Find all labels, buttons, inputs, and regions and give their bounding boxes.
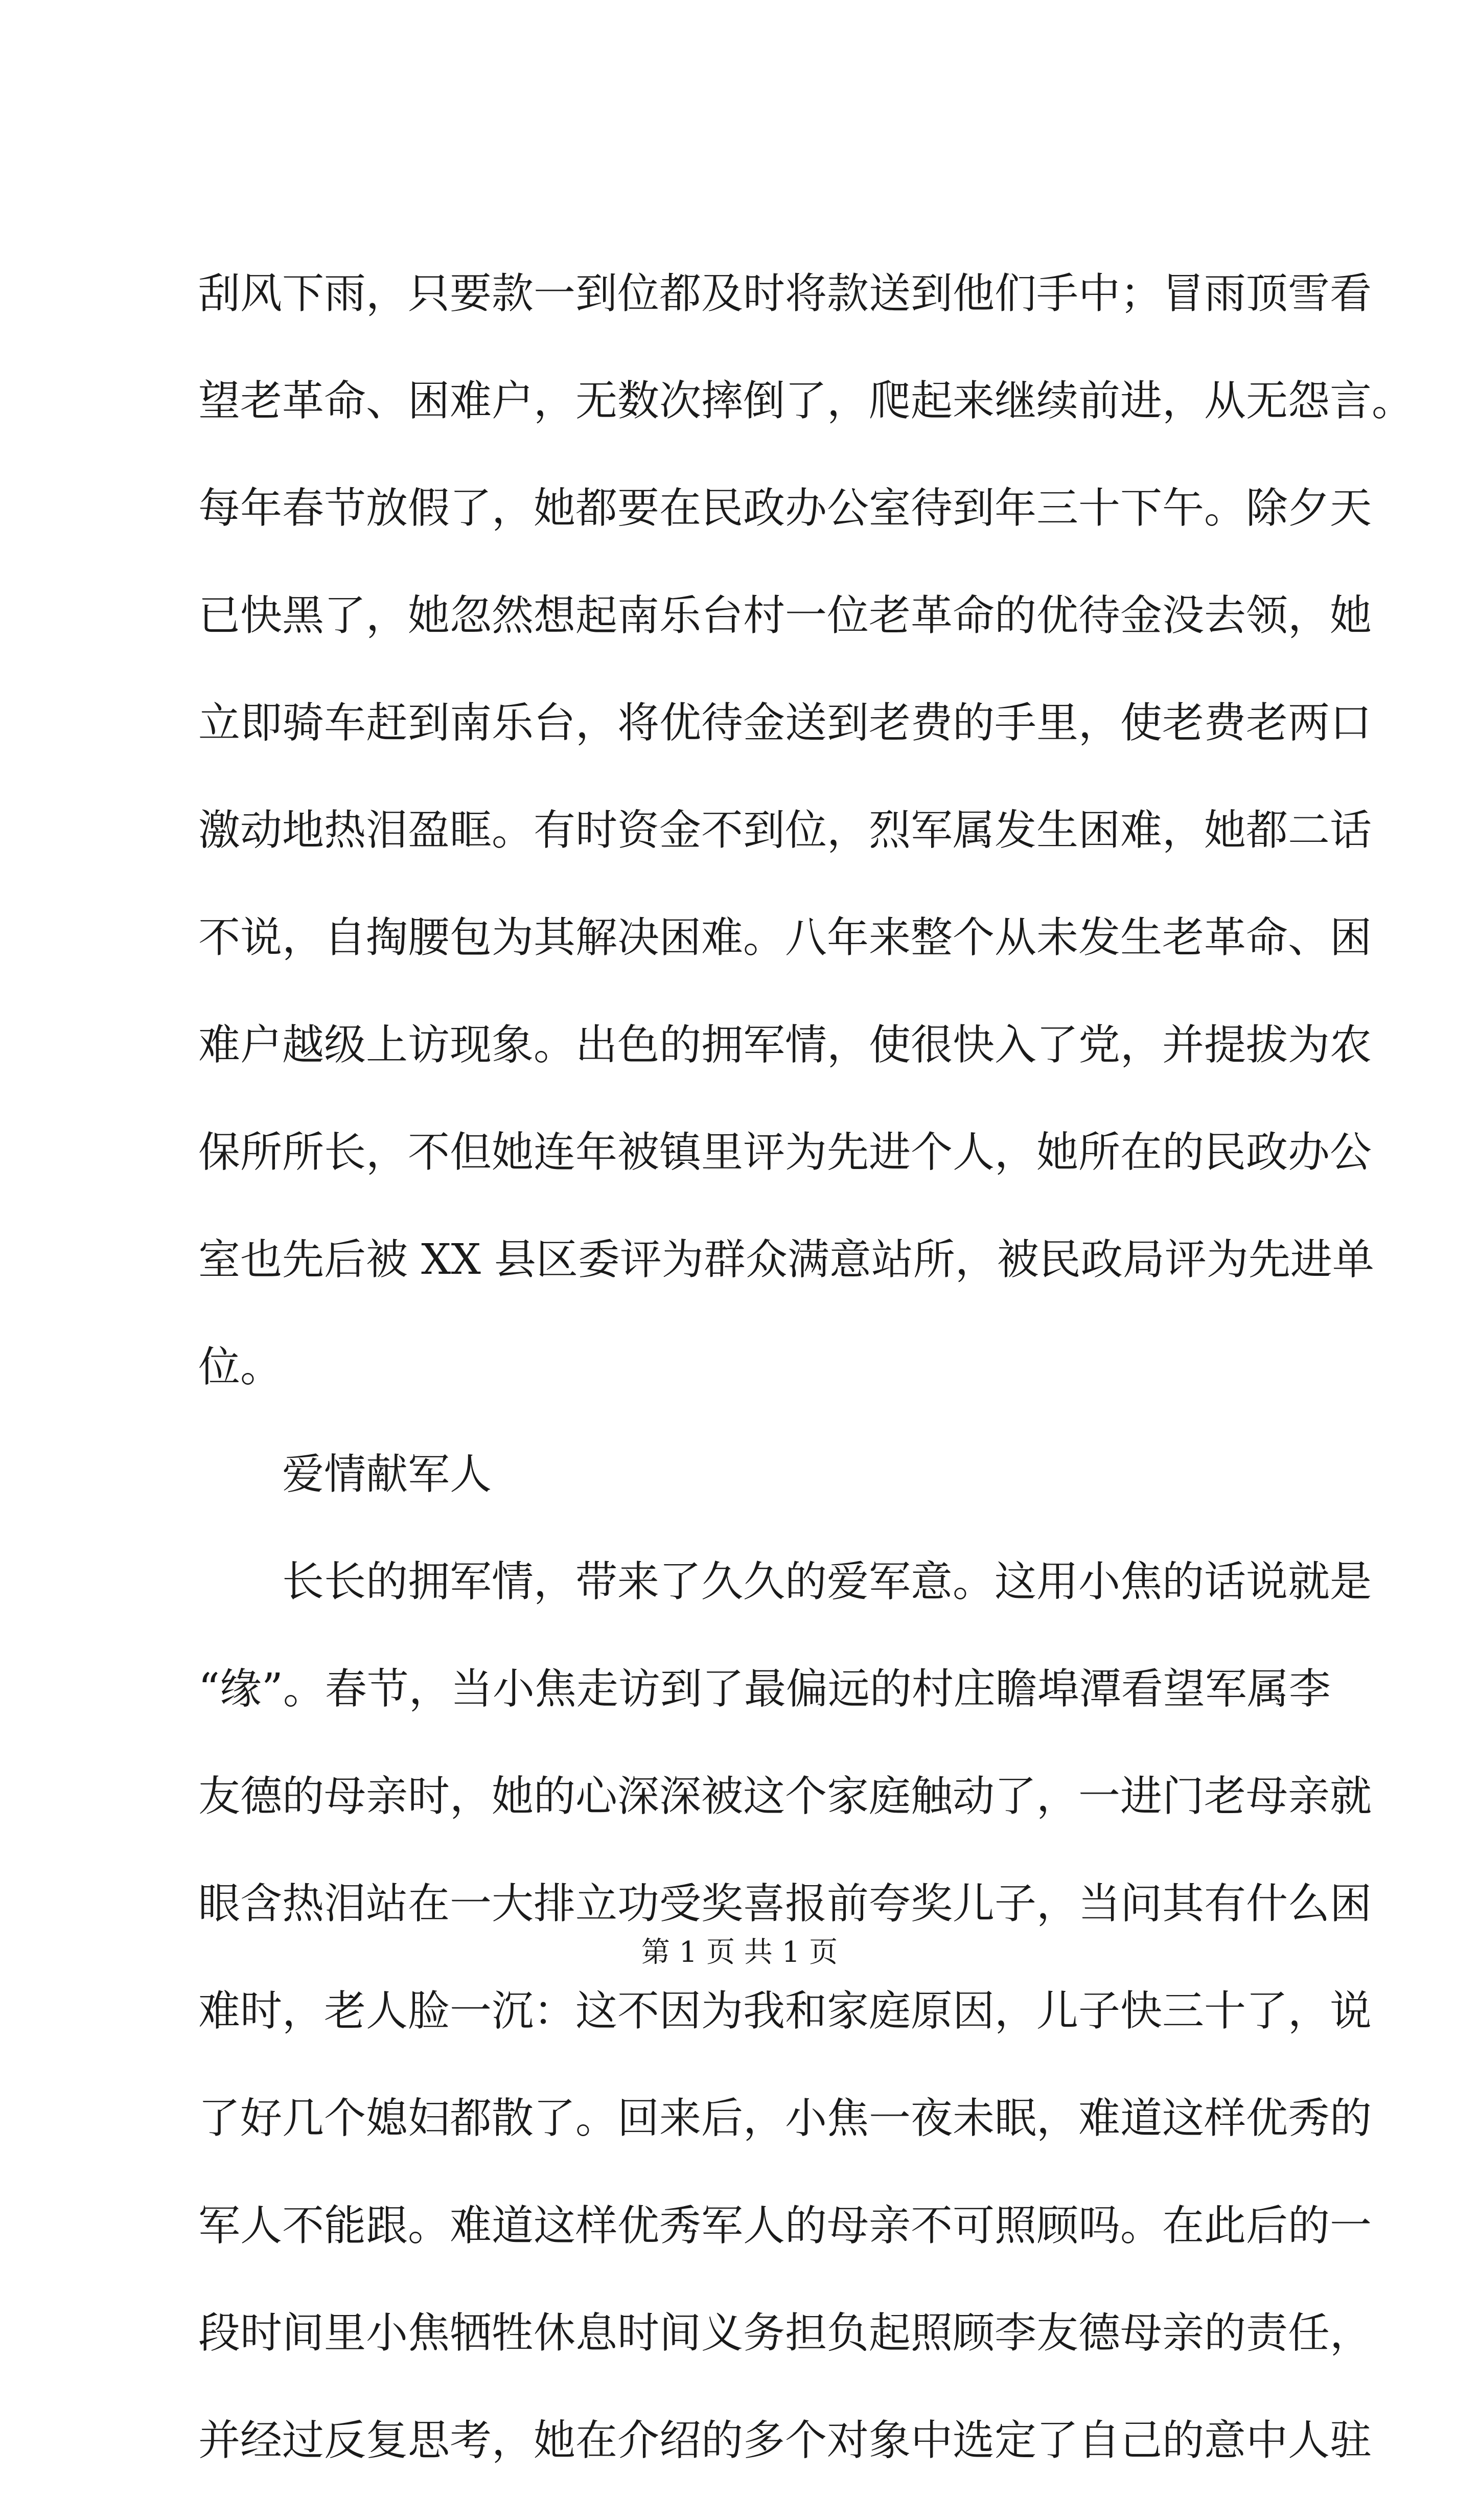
text-line: 了好几个媳妇都散了。回来后，小焦一夜未眠，难道这样优秀的: [198, 2094, 1372, 2143]
text-line: 每年春节放假了，她都要在民政办公室待到年三十下午。除夕天: [198, 484, 1372, 533]
text-line: 立即骑车赶到南乐台，将优待金送到老费的手里，使老费老两口: [198, 699, 1372, 747]
text-line: 军人不能跟。难道这样优秀军人的母亲不可照顾吗。在此后的一: [198, 2202, 1372, 2250]
text-line: 长长的拥军情，带来了久久的爱军意。这用小焦的话说就是: [282, 1557, 1372, 1606]
text-line: 激动地热泪盈眶。有时资金不到位，烈军属发生困难，她都二话: [198, 806, 1372, 855]
text-line: 爱情献军人: [282, 1450, 492, 1499]
text-line: 位。: [198, 1343, 283, 1391]
text-line: 不说，自掏腰包为其解决困难。八年来整个从未发生老革命、困: [198, 913, 1372, 962]
text-line: 刮风下雨，只要款一到位都及时将款送到他们手中；冒雨顶雪看: [198, 269, 1372, 318]
body-text: [198, 266, 1414, 2520]
text-line: “缘”。春节，当小焦走访到了最偏远的村庄瞻埠潭看望军属李: [198, 1665, 1331, 1713]
text-line: 望老革命、困难户，无数次摔倒了，爬起来继续前进，从无怨言。: [198, 377, 1414, 425]
text-line: 友德的母亲时，她的心深深被这个家庭触动了，一进门老母亲就: [198, 1772, 1372, 1821]
text-line: 保所所长，不但她连年被镇里评为先进个人，她所在的民政办公: [198, 1128, 1372, 1177]
text-line: 并经过反复思考，她在介绍的多个对象中选定了自己的意中人驻: [198, 2416, 1372, 2465]
text-line: 眼含热泪站在一大排立功受奖喜报前夸奖儿子，当问其有什么困: [198, 1880, 1372, 1928]
text-line: 室也先后被 XX 县区委评为群众满意站所，被民政局评为先进单: [198, 1235, 1374, 1284]
page-footer: 第 1 页 共 1 页: [641, 1936, 838, 1969]
text-line: 难户越级上访现象。出色的拥军情，使很快入了党，并提拔为农: [198, 1021, 1372, 1069]
text-line: 段时间里小焦牺牲休息时间义务担负起照顾李友德母亲的责任，: [198, 2309, 1372, 2357]
text-line: 难时，老人脸一沉：这不因为我和家庭原因，儿子快三十了，说: [198, 1987, 1372, 2035]
text-line: 已快黑了，她忽然想起南乐台村一位老革命的优待金没去领，她: [198, 591, 1372, 640]
